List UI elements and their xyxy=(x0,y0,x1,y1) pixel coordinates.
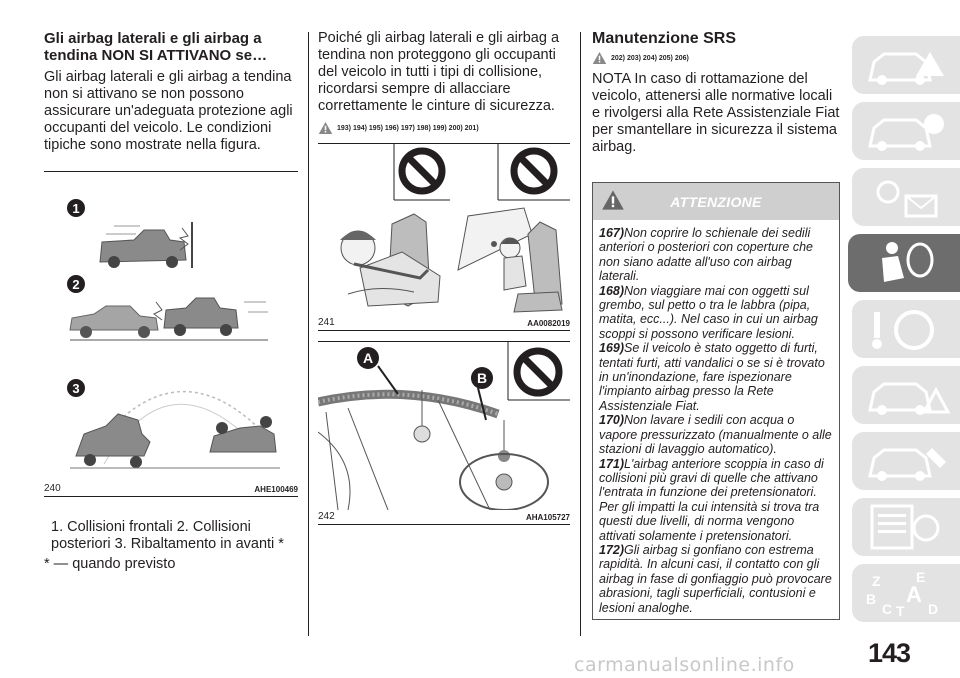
leaning-child xyxy=(458,208,562,312)
tab-servicing[interactable] xyxy=(852,432,960,490)
figure-242-no-objects-airbag xyxy=(318,342,570,522)
warning-item xyxy=(599,341,833,413)
figure-240-caption-line xyxy=(44,482,298,494)
references-list xyxy=(318,121,570,135)
warning-triangle-icon xyxy=(601,189,625,211)
marker-a-label: A xyxy=(362,350,374,366)
warning-triangle-icon xyxy=(592,51,607,65)
column-divider-2 xyxy=(580,32,581,636)
warning-header xyxy=(593,183,839,220)
watermark: carmanualsonline.info xyxy=(574,654,795,676)
footnote: * — quando previsto xyxy=(44,556,176,572)
references-text: 202) 203) 204) 205) 206) xyxy=(611,54,689,62)
hanging-toy-icon xyxy=(414,426,430,442)
figure-241-bottom-rule xyxy=(318,330,570,331)
collision-illustration xyxy=(44,172,298,494)
warning-item-text: L'airbag anteriore scoppia in caso di collisioni più gravi di quelle che attivano l'entrata in funzione dei pretensionatori. Per gli impatti la cui intensità si trova tra questi due livelli, di norma vengono attivati solamente i pretensionatori. xyxy=(599,456,824,543)
dashboard-lights-icon xyxy=(862,172,952,222)
references-list xyxy=(592,51,840,65)
figure-legend: 1. Collisioni frontali 2. Collisioni posteriori 3. Ribaltamento in avanti * xyxy=(51,519,284,552)
tab-car-info[interactable] xyxy=(852,102,960,160)
warning-item xyxy=(599,284,833,342)
figure-number: 241 xyxy=(318,317,335,328)
index-letter: D xyxy=(928,601,939,617)
section-heading-srs-maintenance: Manutenzione SRS xyxy=(592,30,737,47)
column-divider-1 xyxy=(308,32,309,636)
figure-240-collision-types xyxy=(44,172,298,494)
note-paragraph: NOTA In caso di rottamazione del veicolo, attenersi alle normative locali e rivolgersi alla Rete Assistenziale Fiat per smantellare in sicurezza il sistema airbag. xyxy=(592,71,840,155)
tab-car-warning[interactable] xyxy=(852,36,960,94)
seatbelt-paragraph: Poiché gli airbag laterali e gli airbag a tendina non proteggono gli occupanti del veicolo in tutti i tipi di collisione, ricordarsi sempre di allacciare correttamente le cinture di sicurezza. xyxy=(318,30,560,114)
page-number: 143 xyxy=(868,638,911,668)
warning-item-text: Non coprire lo schienale dei sedili anteriori o posteriori con coperture che non siano adatte all'uso con airbag laterali. xyxy=(599,226,814,284)
column-left xyxy=(44,30,298,573)
warning-box xyxy=(592,182,840,620)
warning-item-number: 170) xyxy=(599,413,625,428)
warning-item-number: 171) xyxy=(599,456,625,471)
warning-item-number: 168) xyxy=(599,283,625,298)
tab-technical-specs[interactable] xyxy=(852,498,960,556)
car-triangle-icon xyxy=(862,370,952,420)
warning-title: ATTENZIONE xyxy=(670,193,762,210)
alphabet-index-icon xyxy=(862,568,952,618)
warning-item-number: 167) xyxy=(599,226,625,240)
tab-starting-driving[interactable] xyxy=(852,300,960,358)
tab-index[interactable] xyxy=(852,564,960,622)
index-letter: B xyxy=(866,591,877,607)
warning-item xyxy=(599,457,833,543)
warning-item-text: Non lavare i sedili con acqua o vapore pressurizzato (manualmente o alle stazioni di lavaggio automatico). xyxy=(599,413,832,457)
figure-bottom-rule xyxy=(44,496,298,497)
marker-1-label: 1 xyxy=(72,201,80,216)
references-text: 193) 194) 195) 196) 197) 198) 199) 200) 201) xyxy=(337,124,479,132)
tab-emergency[interactable] xyxy=(852,366,960,424)
figure-241-caption-line xyxy=(318,316,570,328)
index-letter: C xyxy=(882,601,893,617)
rear-collision-cars xyxy=(70,298,268,340)
warning-item-number: 169) xyxy=(599,341,625,356)
curtain-airbag-objects-illustration xyxy=(318,342,570,510)
marker-3 xyxy=(67,379,85,397)
warning-item xyxy=(599,413,833,456)
warning-items xyxy=(593,220,839,619)
car-info-icon xyxy=(862,106,952,156)
index-letter: Z xyxy=(872,573,881,589)
warning-item xyxy=(599,543,833,615)
warning-item-text: Se il veicolo è stato oggetto di furti, tentati furti, atti vandalici o se si è trovato in un'inondazione, fare ispezionare l'impianto airbag presso la Rete Assistenziale Fiat. xyxy=(599,341,825,413)
index-letter: A xyxy=(906,582,922,607)
car-warning-icon xyxy=(862,40,952,90)
prohibited-sign-icon xyxy=(402,151,442,191)
car-service-icon xyxy=(862,436,952,486)
figure-code: AHA105727 xyxy=(525,513,570,522)
tab-safety[interactable] xyxy=(848,234,960,292)
marker-b-label: B xyxy=(476,370,488,386)
tab-dashboard-lights[interactable] xyxy=(852,168,960,226)
figure-number: 240 xyxy=(44,483,61,494)
figure-242-bottom-rule xyxy=(318,524,570,525)
figure-241-improper-positions xyxy=(318,144,570,328)
prohibited-sign-icon xyxy=(517,351,559,393)
marker-2 xyxy=(67,275,85,293)
specs-list-icon xyxy=(862,502,952,552)
figure-242-caption-line xyxy=(318,510,570,522)
figure-number: 242 xyxy=(318,511,335,522)
section-heading-side-airbags: Gli airbag laterali e gli airbag a tendina NON SI ATTIVANO se… xyxy=(44,30,268,64)
warning-item-text: Gli airbag si gonfiano con estrema rapidità. In alcuni casi, il contatto con gli airbag in fase di gonfiaggio può provocare abrasioni, tagli superficiali, contusioni e lesioni analoghe. xyxy=(599,542,832,615)
column-middle xyxy=(318,30,570,525)
figure-code: AA0082019 xyxy=(527,319,570,328)
marker-1 xyxy=(67,199,85,217)
hanging-ornament-icon xyxy=(498,450,510,462)
key-steering-icon xyxy=(862,304,952,354)
marker-2-label: 2 xyxy=(72,277,80,292)
leaning-passenger xyxy=(340,214,440,306)
intro-paragraph: Gli airbag laterali e gli airbag a tendina non si attivano se non possono assicurare un'adeguata protezione agli occupanti del veicolo. Le condizioni tipiche sono mostrate nella figura. xyxy=(44,69,293,153)
warning-item xyxy=(599,226,833,284)
marker-3-label: 3 xyxy=(72,381,80,396)
airbag-person-icon xyxy=(858,238,948,288)
figure-code: AHE100469 xyxy=(254,485,298,494)
prohibited-sign-icon xyxy=(514,151,554,191)
index-letter: T xyxy=(896,603,905,618)
improper-seating-illustration xyxy=(318,144,570,316)
marker-a xyxy=(357,347,379,369)
marker-b xyxy=(471,367,493,389)
warning-item-number: 172) xyxy=(599,542,625,557)
frontal-collision-car xyxy=(100,222,192,268)
index-letter: E xyxy=(916,569,926,585)
column-right xyxy=(592,30,840,620)
rollover-cars xyxy=(70,392,280,468)
warning-item-text: Non viaggiare mai con oggetti sul grembo, sul petto o tra le labbra (pipa, matita, ecc...). Nel caso in cui un airbag scoppi si possono verificare lesioni. xyxy=(599,283,818,341)
warning-triangle-icon xyxy=(318,121,333,135)
